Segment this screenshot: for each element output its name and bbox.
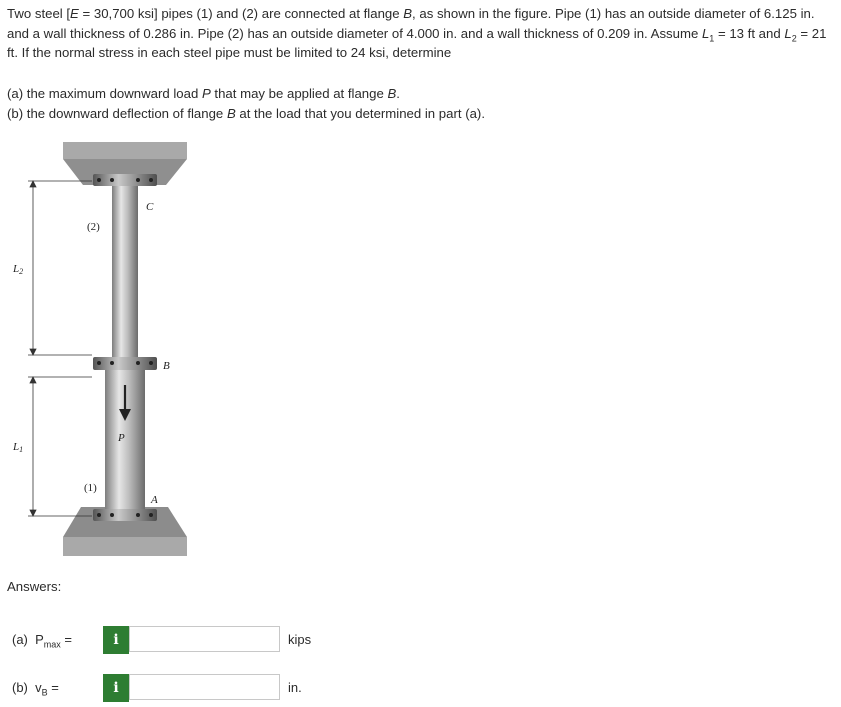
unit-label-kips: kips (288, 632, 312, 647)
var-P: P (201, 86, 211, 101)
info-icon[interactable]: i (103, 674, 129, 702)
info-icon[interactable]: i (103, 626, 129, 654)
label-B: B (163, 360, 170, 372)
text-span: (a) the maximum downward load (7, 86, 202, 101)
answer-subscript: max (43, 639, 61, 650)
text-span: at the load that you determined in part (a). (235, 106, 485, 121)
label-L1 (12, 441, 23, 454)
var-B: B (403, 6, 413, 21)
problem-statement (7, 4, 835, 63)
var-B: B (387, 86, 397, 101)
answer-equals: = (47, 680, 59, 695)
text-span: that may be applied at flange (210, 86, 388, 101)
text-span: = 13 ft and (714, 25, 785, 41)
var-L2: L (784, 25, 792, 41)
text-span: = 30,700 ksi] pipes (1) and (2) are connected at flange (78, 6, 404, 21)
pipe-2 (112, 182, 138, 358)
answer-input-pmax[interactable] (129, 626, 280, 652)
answer-label-b (12, 680, 59, 698)
dimension-L2 (28, 181, 92, 355)
label-L2 (12, 263, 23, 276)
pipe-figure (0, 135, 200, 565)
var-B: B (226, 106, 236, 121)
pipe-diagram (0, 135, 200, 565)
subscript: 1 (709, 33, 715, 44)
answer-label-a (12, 632, 73, 650)
label-C: C (146, 201, 154, 213)
text-span: . (396, 86, 400, 101)
answer-part-label: (a) (12, 632, 36, 647)
answers-heading: Answers: (7, 579, 62, 594)
var-L1: L (701, 25, 710, 41)
unit-label-in: in. (288, 680, 302, 695)
label-A: A (151, 494, 158, 506)
part-b-text (7, 104, 485, 124)
label-L1-sub: 1 (19, 445, 24, 454)
text-span: = 21 ft. If the normal stress in each steel pipe must be limited to 24 ksi, determine (7, 25, 827, 60)
answer-symbol: P (35, 632, 44, 647)
answer-input-vb[interactable] (129, 674, 280, 700)
problem-text (7, 4, 835, 63)
var-E: E (70, 6, 79, 21)
flange-B (93, 357, 157, 370)
part-a-text (7, 84, 485, 104)
flange-A (93, 509, 157, 521)
label-pipe-1: (1) (84, 482, 97, 494)
dimension-L1 (28, 377, 92, 516)
subscript: 2 (791, 33, 797, 44)
text-span: , as shown in the figure. Pipe (1) has an outside diameter of 6.125 in. and a wall thickness of 0.286 in. Pipe (2) has an outside diameter of 4.000 in. and a wall thickness of 0.209 in. Assume (7, 6, 815, 41)
answer-subscript: B (41, 687, 48, 698)
label-pipe-2: (2) (87, 221, 100, 233)
answer-symbol: v (35, 680, 42, 695)
answer-part-label: (b) (12, 680, 36, 695)
text-span: (b) the downward deflection of flange (7, 106, 227, 121)
label-P: P (118, 432, 125, 444)
label-L1-letter: L (13, 441, 20, 453)
answer-equals: = (60, 632, 73, 647)
text-span: Two steel [ (7, 6, 71, 21)
flange-C (93, 174, 157, 186)
problem-parts (7, 84, 485, 124)
label-L2-letter: L (13, 263, 20, 275)
label-L2-sub: 2 (19, 267, 24, 276)
